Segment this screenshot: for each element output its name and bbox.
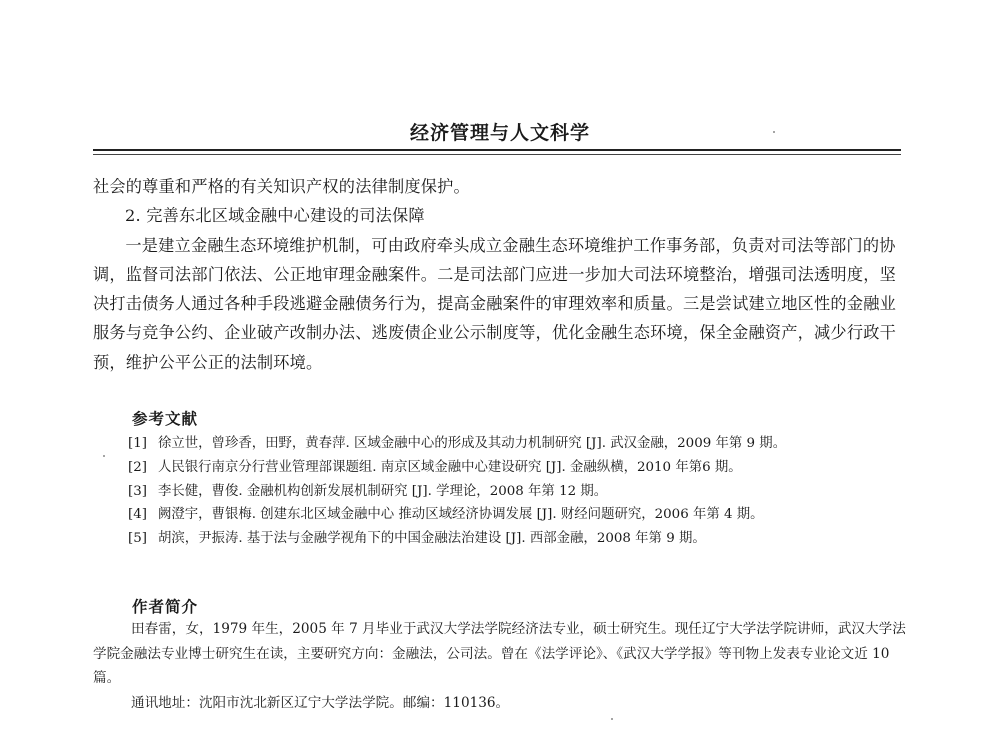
author-heading: 作者简介: [132, 598, 199, 616]
reference-text: 胡滨，尹振涛. 基于法与金融学视角下的中国金融法治建设 [J]. 西部金融，2008 年第 9 期。: [158, 531, 706, 547]
reference-item: [128, 503, 908, 527]
reference-number: [1]: [128, 436, 147, 451]
header-rule-thin: [93, 154, 901, 155]
reference-number: [2]: [128, 459, 147, 475]
body-paragraph: 一是建立金融生态环境维护机制，可由政府牵头成立金融生态环境维护工作事务部，负责对司法等部门的协调，监督司法部门依法、公正地审理金融案件。二是司法部门应进一步加大司法环境整治，增强司法透明度，坚决打击债务人通过各种手段逃避金融债务行为，提高金融案件的审理效率和质量。三是尝试建立地区性的金融业服务与竞争公约、企业破产改制办法、逃废债企业公示制度等，优化金融生态环境，保全金融资产，减少行政干预，维护公平公正的法制环境。: [93, 235, 896, 372]
header-rule-thick: [93, 149, 901, 151]
scan-speck: [611, 718, 613, 720]
reference-number: [5]: [128, 531, 147, 547]
reference-text: 徐立世，曾珍香，田野，黄春萍. 区域金融中心的形成及其动力机制研究 [J]. 武汉金融，2009 年第 9 期。: [158, 436, 787, 451]
reference-item: [128, 527, 908, 551]
reference-text: 人民银行南京分行营业管理部课题组. 南京区域金融中心建设研究 [J]. 金融纵横，2010 年第6 期。: [158, 459, 742, 475]
reference-item: [128, 480, 908, 504]
section-subheading: 2. 完善东北区域金融中心建设的司法保障: [125, 206, 425, 226]
references-list: [128, 432, 908, 551]
reference-text: 李长健，曹俊. 金融机构创新发展机制研究 [J]. 学理论，2008 年第 12 期。: [158, 483, 608, 499]
references-heading: 参考文献: [132, 410, 199, 428]
body-text: [93, 172, 905, 377]
reference-number: [3]: [128, 483, 147, 499]
author-bio-block: [93, 617, 908, 715]
reference-text: 阙澄宇，曹银梅. 创建东北区域金融中心 推动区域经济协调发展 [J]. 财经问题研究，2006 年第 4 期。: [158, 507, 764, 523]
continued-line: 社会的尊重和严格的有关知识产权的法律制度保护。: [93, 177, 470, 196]
journal-title: 经济管理与人文科学: [409, 122, 590, 144]
reference-item: [128, 456, 908, 480]
reference-item: [128, 432, 908, 456]
reference-number: [4]: [128, 507, 147, 523]
scan-speck: [773, 131, 775, 133]
author-address: 通讯地址：沈阳市沈北新区辽宁大学法学院。邮编：110136。: [131, 694, 510, 711]
scan-speck: [103, 455, 105, 457]
author-bio: 田春雷，女，1979 年生，2005 年 7 月毕业于武汉大学法学院经济法专业，硕士研究生。现任辽宁大学法学院讲师，武汉大学法学院金融法专业博士研究生在读，主要研究方向：金融法，公司法。曾在《法学评论》、《武汉大学学报》等刊物上发表专业论文近 10篇。: [93, 621, 906, 686]
